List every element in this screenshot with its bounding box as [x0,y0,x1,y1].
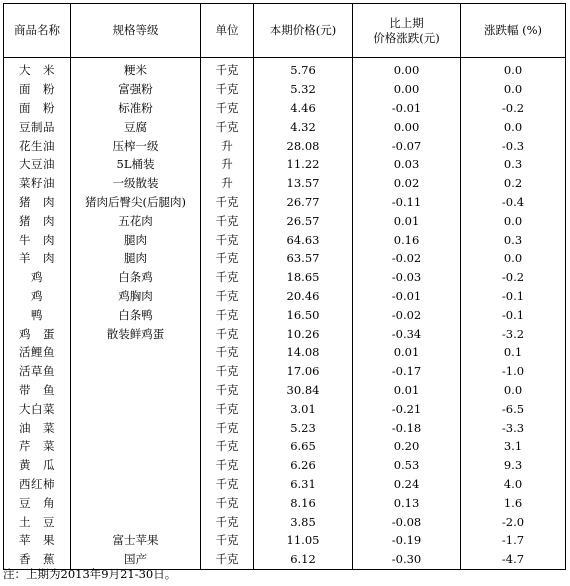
cell-name: 西红柿 [4,475,71,494]
cell-price: 6.31 [254,475,353,494]
cell-spec: 富强粉 [71,80,201,99]
header-change-line1: 比上期 [389,15,424,30]
cell-change: -0.03 [353,268,461,287]
cell-spec [71,399,201,418]
cell-change: -0.18 [353,418,461,437]
cell-price: 11.22 [254,155,353,174]
header-row [4,4,566,58]
cell-price: 8.16 [254,493,353,512]
table-row [4,418,566,437]
cell-spec [71,343,201,362]
cell-spec: 猪肉后臀尖(后腿肉) [71,193,201,212]
cell-price: 26.77 [254,193,353,212]
cell-name: 活草鱼 [4,362,71,381]
cell-change: -0.11 [353,193,461,212]
cell-pct: 3.1 [461,437,566,456]
cell-pct: 1.6 [461,493,566,512]
cell-spec: 5L桶装 [71,155,201,174]
cell-unit: 千克 [201,550,254,569]
cell-price: 26.57 [254,211,353,230]
cell-name: 猪 肉 [4,211,71,230]
cell-pct: 0.0 [461,211,566,230]
cell-name: 带 鱼 [4,381,71,400]
table-row [4,80,566,99]
cell-spec: 白条鸡 [71,268,201,287]
cell-price: 14.08 [254,343,353,362]
table-body [4,58,566,570]
header-unit: 单位 [201,4,254,58]
cell-unit: 千克 [201,475,254,494]
cell-spec: 粳米 [71,58,201,80]
cell-name: 黄 瓜 [4,456,71,475]
header-change [353,4,461,58]
cell-change: 0.24 [353,475,461,494]
table-row [4,456,566,475]
cell-spec [71,381,201,400]
table-row [4,136,566,155]
table-row [4,174,566,193]
header-price: 本期价格(元) [254,4,353,58]
cell-price: 18.65 [254,268,353,287]
cell-unit: 千克 [201,58,254,80]
cell-change: 0.13 [353,493,461,512]
cell-price: 17.06 [254,362,353,381]
cell-name: 牛 肉 [4,230,71,249]
cell-unit: 千克 [201,193,254,212]
table-row [4,512,566,531]
cell-name: 花生油 [4,136,71,155]
cell-pct: 0.0 [461,117,566,136]
cell-name: 香 蕉 [4,550,71,569]
cell-price: 6.65 [254,437,353,456]
cell-unit: 千克 [201,381,254,400]
cell-price: 4.32 [254,117,353,136]
cell-pct: -1.7 [461,531,566,550]
cell-name: 豆 角 [4,493,71,512]
table-row [4,381,566,400]
cell-spec: 豆腐 [71,117,201,136]
cell-name: 苹 果 [4,531,71,550]
table-row [4,211,566,230]
table-row [4,305,566,324]
cell-change: -0.01 [353,99,461,118]
cell-pct: 0.0 [461,58,566,80]
cell-change: 0.01 [353,343,461,362]
cell-change: -0.08 [353,512,461,531]
cell-name: 面 粉 [4,80,71,99]
cell-name: 鸡 [4,268,71,287]
cell-pct: 0.0 [461,80,566,99]
cell-spec: 国产 [71,550,201,569]
cell-spec: 压榨一级 [71,136,201,155]
cell-price: 20.46 [254,287,353,306]
cell-name: 芹 菜 [4,437,71,456]
cell-name: 豆制品 [4,117,71,136]
header-name: 商品名称 [4,4,71,58]
cell-pct: 0.3 [461,155,566,174]
cell-change: -0.30 [353,550,461,569]
cell-name: 羊 肉 [4,249,71,268]
cell-unit: 千克 [201,531,254,550]
cell-unit: 千克 [201,117,254,136]
cell-unit: 千克 [201,249,254,268]
cell-unit: 千克 [201,268,254,287]
cell-change: 0.00 [353,58,461,80]
cell-price: 13.57 [254,174,353,193]
cell-spec [71,362,201,381]
cell-name: 土 豆 [4,512,71,531]
header-pct: 涨跌幅 (%) [461,4,566,58]
cell-pct: -0.2 [461,99,566,118]
cell-price: 3.85 [254,512,353,531]
cell-spec: 标准粉 [71,99,201,118]
cell-name: 猪 肉 [4,193,71,212]
cell-pct: -2.0 [461,512,566,531]
table-row [4,155,566,174]
cell-change: 0.20 [353,437,461,456]
cell-spec: 富士苹果 [71,531,201,550]
cell-pct: 0.2 [461,174,566,193]
cell-name: 鸡 蛋 [4,324,71,343]
table-row [4,324,566,343]
table-row [4,399,566,418]
cell-pct: -1.0 [461,362,566,381]
cell-unit: 千克 [201,230,254,249]
cell-price: 30.84 [254,381,353,400]
cell-unit: 千克 [201,287,254,306]
cell-pct: 9.3 [461,456,566,475]
cell-unit: 千克 [201,362,254,381]
table-row [4,437,566,456]
cell-unit: 千克 [201,99,254,118]
cell-unit: 千克 [201,305,254,324]
cell-name: 鸭 [4,305,71,324]
cell-pct: -0.1 [461,305,566,324]
cell-pct: -0.2 [461,268,566,287]
cell-spec: 鸡胸肉 [71,287,201,306]
cell-price: 6.26 [254,456,353,475]
cell-pct: -0.1 [461,287,566,306]
cell-change: 0.01 [353,211,461,230]
cell-price: 28.08 [254,136,353,155]
cell-unit: 千克 [201,512,254,531]
table-row [4,493,566,512]
footnote: 注：上期为2013年9月21-30日。 [3,567,177,581]
table-row [4,58,566,80]
cell-spec [71,475,201,494]
cell-spec [71,493,201,512]
price-table [3,3,566,570]
header-spec: 规格等级 [71,4,201,58]
cell-unit: 千克 [201,399,254,418]
cell-pct: 0.3 [461,230,566,249]
cell-name: 大白菜 [4,399,71,418]
table-row [4,99,566,118]
cell-change: -0.21 [353,399,461,418]
cell-change: 0.16 [353,230,461,249]
cell-change: 0.02 [353,174,461,193]
cell-change: -0.01 [353,287,461,306]
cell-unit: 千克 [201,80,254,99]
cell-unit: 升 [201,155,254,174]
cell-name: 大 米 [4,58,71,80]
cell-unit: 千克 [201,493,254,512]
cell-unit: 升 [201,136,254,155]
cell-unit: 千克 [201,418,254,437]
cell-unit: 升 [201,174,254,193]
cell-pct: 0.0 [461,249,566,268]
cell-change: -0.02 [353,305,461,324]
cell-change: -0.34 [353,324,461,343]
cell-change: 0.00 [353,80,461,99]
cell-price: 10.26 [254,324,353,343]
cell-change: 0.00 [353,117,461,136]
cell-pct: -4.7 [461,550,566,569]
table-row [4,117,566,136]
table-row [4,268,566,287]
table-row [4,475,566,494]
cell-unit: 千克 [201,437,254,456]
cell-change: 0.03 [353,155,461,174]
cell-pct: -0.3 [461,136,566,155]
table-row [4,230,566,249]
cell-unit: 千克 [201,343,254,362]
table-row [4,362,566,381]
cell-unit: 千克 [201,456,254,475]
cell-spec [71,418,201,437]
table-row [4,531,566,550]
cell-pct: 0.1 [461,343,566,362]
cell-spec [71,512,201,531]
cell-pct: 4.0 [461,475,566,494]
cell-price: 5.76 [254,58,353,80]
cell-name: 鸡 [4,287,71,306]
cell-change: 0.53 [353,456,461,475]
cell-spec: 一级散装 [71,174,201,193]
cell-spec: 腿肉 [71,230,201,249]
header-change-line2: 价格涨跌(元) [373,30,440,45]
cell-spec: 散装鲜鸡蛋 [71,324,201,343]
cell-price: 64.63 [254,230,353,249]
cell-unit: 千克 [201,324,254,343]
cell-change: 0.01 [353,381,461,400]
cell-spec: 五花肉 [71,211,201,230]
cell-change: -0.07 [353,136,461,155]
cell-spec: 腿肉 [71,249,201,268]
cell-price: 6.12 [254,550,353,569]
cell-name: 面 粉 [4,99,71,118]
cell-pct: -3.3 [461,418,566,437]
cell-spec: 白条鸭 [71,305,201,324]
cell-price: 3.01 [254,399,353,418]
cell-pct: 0.0 [461,381,566,400]
cell-pct: -0.4 [461,193,566,212]
cell-price: 4.46 [254,99,353,118]
cell-price: 63.57 [254,249,353,268]
cell-pct: -6.5 [461,399,566,418]
cell-change: -0.17 [353,362,461,381]
cell-change: -0.02 [353,249,461,268]
cell-name: 油 菜 [4,418,71,437]
cell-change: -0.19 [353,531,461,550]
cell-name: 菜籽油 [4,174,71,193]
table-row [4,193,566,212]
cell-price: 5.32 [254,80,353,99]
cell-price: 5.23 [254,418,353,437]
cell-name: 活鲤鱼 [4,343,71,362]
cell-name: 大豆油 [4,155,71,174]
cell-spec [71,437,201,456]
table-row [4,343,566,362]
table-row [4,249,566,268]
table-row [4,287,566,306]
cell-price: 16.50 [254,305,353,324]
cell-unit: 千克 [201,211,254,230]
cell-pct: -3.2 [461,324,566,343]
cell-price: 11.05 [254,531,353,550]
cell-spec [71,456,201,475]
